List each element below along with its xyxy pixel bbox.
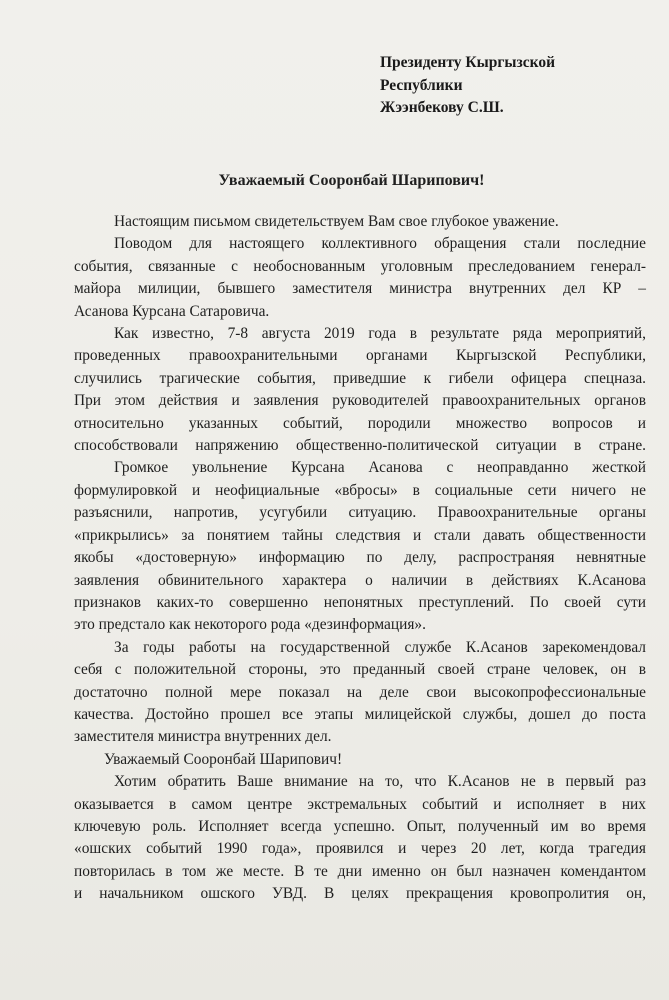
salutation-heading: Уважаемый Сооронбай Шарипович!: [218, 172, 485, 189]
text-line: За годы работы на государственной службе К.Асанов зарекомендовал: [114, 638, 646, 656]
paragraph-7: [74, 771, 646, 905]
text-line: качества. Достойно прошел все этапы милицейской службы, дошел до поста: [74, 705, 646, 723]
text-line: и начальником ошского УВД. В целях прекращения кровопролития он,: [74, 885, 646, 903]
text-line: способствовали напряжению общественно-политической ситуации в стране.: [74, 437, 646, 455]
text-line: относительно указанных событий, породили множество вопросов и: [74, 414, 646, 432]
letter-body: [74, 211, 646, 906]
text-line: При этом действия и заявления руководителей правоохранительных органов: [74, 392, 646, 410]
paragraph-4: [74, 457, 646, 636]
paragraph-1: [74, 211, 646, 233]
text-line: оказывается в самом центре экстремальных событий и исполняет в них: [74, 795, 646, 813]
text-line: ключевую роль. Исполняет всегда успешно. Опыт, полученный им во время: [74, 817, 646, 835]
text-line: заместителя министра внутренних дел.: [74, 728, 332, 746]
text-line: «прикрылись» за понятием тайны следствия и стали давать общественности: [74, 526, 646, 544]
text-line: достаточно полной мере показал на деле свои высокопрофессиональные: [74, 683, 646, 701]
text-line: «ошских событий 1990 года», проявился и через 20 лет, когда трагедия: [74, 840, 646, 858]
text-line: повторилась в том же месте. В те дни именно он был назначен комендантом: [74, 862, 646, 880]
text-line: Хотим обратить Ваше внимание на то, что К.Асанов не в первый раз: [114, 773, 646, 791]
text-line: заявления обвинительного характера о наличии в действиях К.Асанова: [74, 571, 646, 589]
addressee-line-2: Республики: [380, 76, 463, 94]
paragraph-3: [74, 323, 646, 457]
text-line: Как известно, 7-8 августа 2019 года в результате ряда мероприятий,: [114, 325, 646, 343]
text-line: это предстало как некоторого рода «дезинформация».: [74, 616, 426, 634]
paragraph-6: [74, 749, 646, 771]
text-line: проведенных правоохранительными органами Кыргызской Республики,: [74, 347, 646, 365]
paragraph-5: [74, 637, 646, 749]
text-line: Громкое увольнение Курсана Асанова с неоправданно жесткой: [114, 459, 646, 477]
text-line: события, связанные с необоснованным уголовным преследованием генерал-: [74, 257, 646, 275]
text-line: формулировкой и неофициальные «вбросы» в социальные сети ничего не: [74, 481, 646, 499]
paragraph-2: [74, 233, 646, 323]
text-line: Асанова Курсана Сатаровича.: [74, 302, 270, 320]
addressee-block: [380, 52, 555, 120]
addressee-line-1: Президенту Кыргызской: [380, 54, 556, 71]
text-line: майора милиции, бывшего заместителя министра внутренних дел КР –: [74, 280, 646, 298]
text-line: случились трагические события, приведшие к гибели офицера спецназа.: [74, 369, 646, 387]
text-line: признаков каких-то совершенно непонятных преступлений. По своей сути: [74, 593, 646, 611]
addressee-line-3: Жээнбекову С.Ш.: [380, 99, 504, 116]
text-line: Поводом для настоящего коллективного обращения стали последние: [114, 235, 646, 253]
text-line: разъяснили, напротив, усугубили ситуацию. Правоохранительные органы: [74, 504, 646, 522]
text-line: якобы «достоверную» информацию по делу, распространяя невнятные: [74, 549, 646, 567]
text-line: себя с положительной стороны, это преданный своей стране человек, он в: [74, 661, 646, 679]
inline-salutation: Уважаемый Сооронбай Шарипович!: [104, 750, 343, 768]
text-line: Настоящим письмом свидетельствуем Вам свое глубокое уважение.: [114, 213, 559, 230]
